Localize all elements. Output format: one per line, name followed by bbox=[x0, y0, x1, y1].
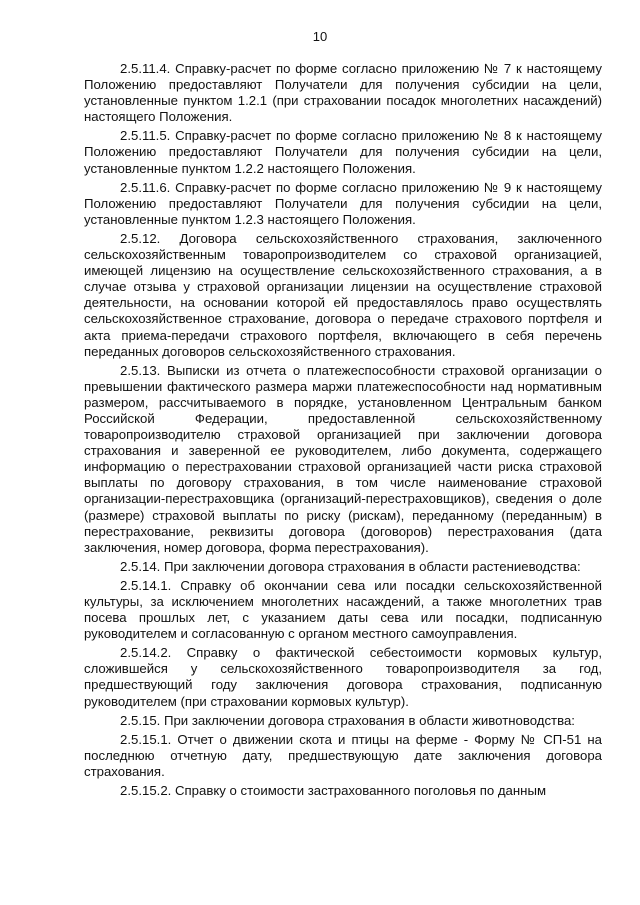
paragraph-2-5-11-6: 2.5.11.6. Справку-расчет по форме согласно приложению № 9 к настоящему Положению предоставляют Получатели для получения субсидии на цели, установленные пунктом 1.2.3 настоящего Положения. bbox=[84, 179, 602, 227]
paragraph-2-5-12: 2.5.12. Договора сельскохозяйственного страхования, заключенного сельскохозяйственным товаропроизводителем со страховой организацией, имеющей лицензию на осуществление сельскохозяйственного страхования, а в случае отзыва у страховой организации лицензии на осуществление страховой деятельности, на основании которой ей предоставлялось право осуществлять сельскохозяйственное страхование, договора о передаче страхового портфеля и акта приема-передачи страхового портфеля, включающего в себя перечень переданных договоров сельскохозяйственного страхования. bbox=[84, 230, 602, 359]
paragraph-2-5-13: 2.5.13. Выписки из отчета о платежеспособности страховой организации о превышении фактического размера маржи платежеспособности над нормативным размером, рассчитываемого в порядке, установленном Центральным банком Российской Федерации, предоставленной сельскохозяйственному товаропроизводителю страховой организацией при заключении договора страхования и заверенной ее руководителем, либо документа, содержащего информацию о перестраховании страховой организацией части риска страховой выплаты по договору страхования, в том числе наименование страховой организации-перестраховщика (организаций-перестраховщиков), сведения о доле (размере) страховой выплаты по риску (рискам), переданному (переданным) в перестрахование, реквизиты договора (договоров) перестрахования (дата заключения, номер договора, форма перестрахования). bbox=[84, 362, 602, 555]
paragraph-2-5-15: 2.5.15. При заключении договора страхования в области животноводства: bbox=[120, 712, 575, 728]
paragraph-2-5-11-5: 2.5.11.5. Справку-расчет по форме согласно приложению № 8 к настоящему Положению предоставляют Получатели для получения субсидии на цели, установленные пунктом 1.2.2 настоящего Положения. bbox=[84, 128, 602, 176]
paragraph-2-5-11-4: 2.5.11.4. Справку-расчет по форме согласно приложению № 7 к настоящему Положению предоставляют Получатели для получения субсидии на цели, установленные пунктом 1.2.1 (при страховании посадок многолетних насаждений) настоящего Положения. bbox=[84, 61, 602, 125]
paragraph-2-5-14-2: 2.5.14.2. Справку о фактической себестоимости кормовых культур, сложившейся у сельскохозяйственного товаропроизводителя за год, предшествующий году заключения договора страхования, подписанную руководителем (при страховании кормовых культур). bbox=[84, 645, 602, 709]
page-number: 10 bbox=[312, 29, 328, 44]
paragraph-2-5-15-2: 2.5.15.2. Справку о стоимости застрахованного поголовья по данным bbox=[120, 783, 547, 799]
paragraph-2-5-15-1: 2.5.15.1. Отчет о движении скота и птицы на ферме - Форму № СП-51 на последнюю отчетную дату, предшествующую дате заключения договора страхования. bbox=[84, 731, 602, 779]
paragraph-2-5-14-1: 2.5.14.1. Справку об окончании сева или посадки сельскохозяйственной культуры, за исключением многолетних насаждений, а также многолетних трав посева прошлых лет, с указанием даты сева или посадки, подписанную руководителем и согласованную с органом местного самоуправления. bbox=[84, 577, 602, 642]
paragraph-2-5-14: 2.5.14. При заключении договора страхования в области растениеводства: bbox=[120, 558, 581, 574]
document-body bbox=[84, 61, 602, 802]
